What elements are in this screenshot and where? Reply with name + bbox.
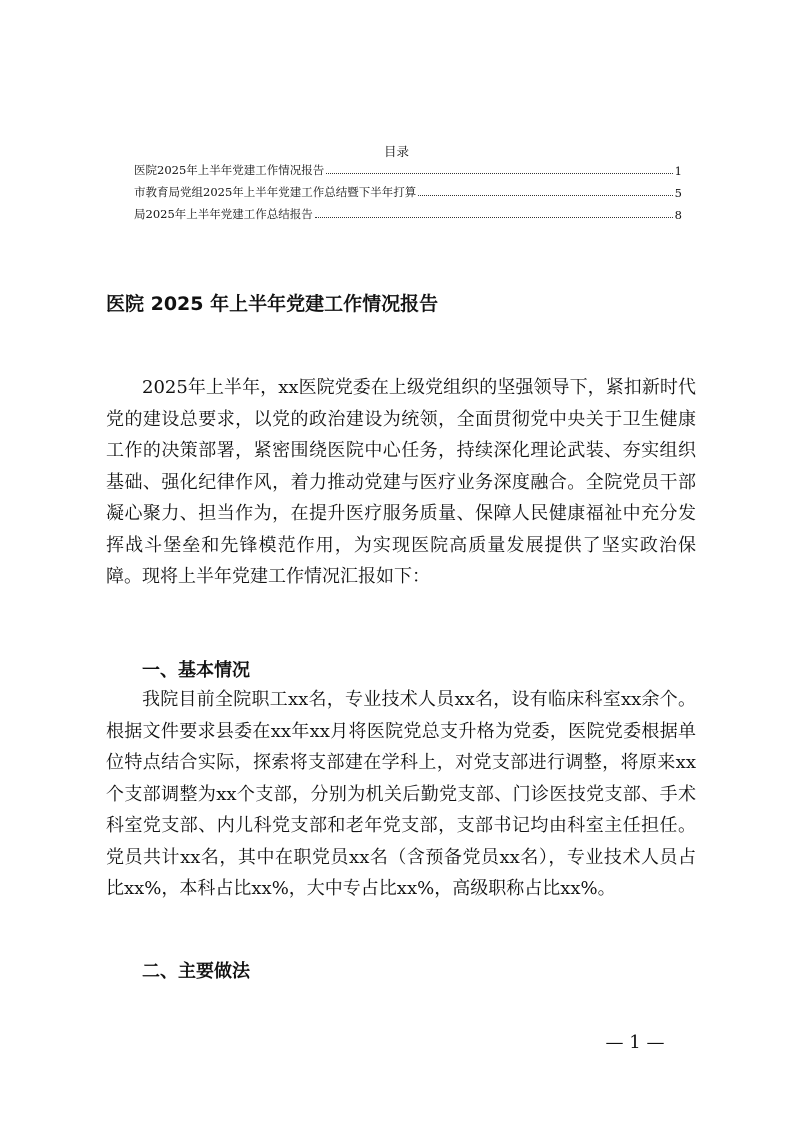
toc-item-page: 1 — [674, 164, 682, 178]
section-heading-main-practices: 二、主要做法 — [142, 961, 250, 982]
toc-leader-dots — [418, 194, 672, 196]
toc-item-page: 8 — [674, 208, 682, 222]
section-heading-basic-info: 一、基本情况 — [142, 660, 250, 681]
toc-leader-dots — [315, 216, 673, 218]
section-body-basic-info: 我院目前全院职工xx名，专业技术人员xx名，设有临床科室xx余个。根据文件要求县委在xx年xx月将医院党总支升格为党委，医院党委根据单位特点结合实际，探索将支部建在学科上，对党支部进行调整，将原来xx个支部调整为xx个支部，分别为机关后勤党支部、门诊医技党支部、手术科室党支部、内儿科党支部和老年党支部，支部书记均由科室主任担任。党员共计xx名，其中在职党员xx名（含预备党员xx名），专业技术人员占比xx%，本科占比xx%，大中专占比xx%，高级职称占比xx%。 — [106, 689, 696, 899]
report-title: 医院 2025 年上半年党建工作情况报告 — [106, 293, 439, 315]
toc-leader-dots — [326, 172, 672, 174]
toc-item-label: 医院2025年上半年党建工作情况报告 — [134, 163, 325, 177]
toc-item[interactable] — [134, 160, 682, 178]
intro-paragraph: 2025年上半年，xx医院党委在上级党组织的坚强领导下，紧扣新时代党的建设总要求，以党的政治建设为统领，全面贯彻党中央关于卫生健康工作的决策部署，紧密围绕医院中心任务，持续深化理论武装、夯实组织基础、强化纪律作风，着力推动党建与医疗业务深度融合。全院党员干部凝心聚力、担当作为，在提升医疗服务质量、保障人民健康福祉中充分发挥战斗堡垒和先锋模范作用，为实现医院高质量发展提供了坚实政治保障。现将上半年党建工作情况汇报如下： — [106, 377, 696, 587]
toc-item[interactable] — [134, 204, 682, 222]
toc-item-label: 局2025年上半年党建工作总结报告 — [134, 207, 313, 221]
toc-item-label: 市教育局党组2025年上半年党建工作总结暨下半年打算 — [134, 185, 417, 199]
toc-item[interactable] — [134, 182, 682, 200]
toc-title: 目录 — [383, 144, 409, 159]
toc-item-page: 5 — [674, 186, 682, 200]
page-number: — 1 — — [605, 1032, 665, 1053]
